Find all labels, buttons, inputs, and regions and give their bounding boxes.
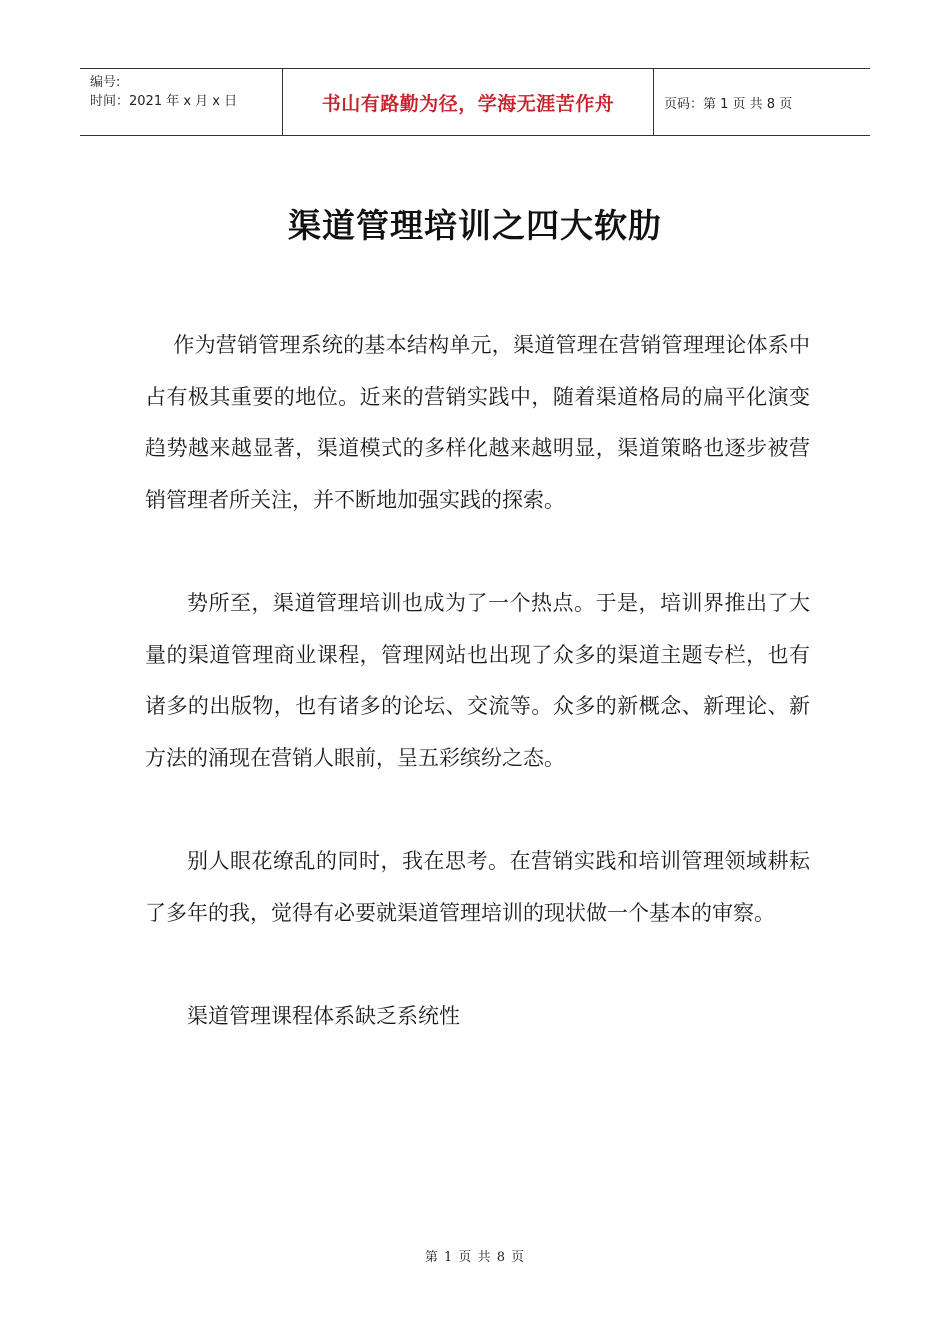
header-page-info: 页码：第 1 页 共 8 页	[664, 96, 793, 112]
document-title: 渠道管理培训之四大软肋	[288, 206, 662, 245]
serial-label: 编号:	[90, 75, 121, 90]
section-heading: 渠道管理课程体系缺乏系统性	[187, 1004, 460, 1028]
time-label: 时间：2021 年 x 月 x 日	[90, 94, 238, 109]
paragraph: 作为营销管理系统的基本结构单元，渠道管理在营销管理理论体系中占有极其重要的地位。近来的营销实践中，随着渠道格局的扁平化演变趋势越来越显著，渠道模式的多样化越来越明显，渠道策略也逐步被营销管理者所关注，并不断地加强实践的探索。	[145, 333, 810, 512]
header-motto: 书山有路勤为径，学海无涯苦作舟	[282, 69, 654, 135]
header-meta	[80, 69, 282, 135]
document-header	[80, 68, 870, 136]
page-footer: 第 1 页 共 8 页	[424, 1250, 526, 1265]
document-body	[145, 320, 810, 1043]
paragraph: 势所至，渠道管理培训也成为了一个热点。于是，培训界推出了大量的渠道管理商业课程，管理网站也出现了众多的渠道主题专栏，也有诸多的出版物，也有诸多的论坛、交流等。众多的新概念、新理论、新方法的涌现在营销人眼前，呈五彩缤纷之态。	[145, 591, 810, 770]
paragraph: 别人眼花缭乱的同时，我在思考。在营销实践和培训管理领域耕耘了多年的我，觉得有必要就渠道管理培训的现状做一个基本的审察。	[145, 849, 810, 925]
